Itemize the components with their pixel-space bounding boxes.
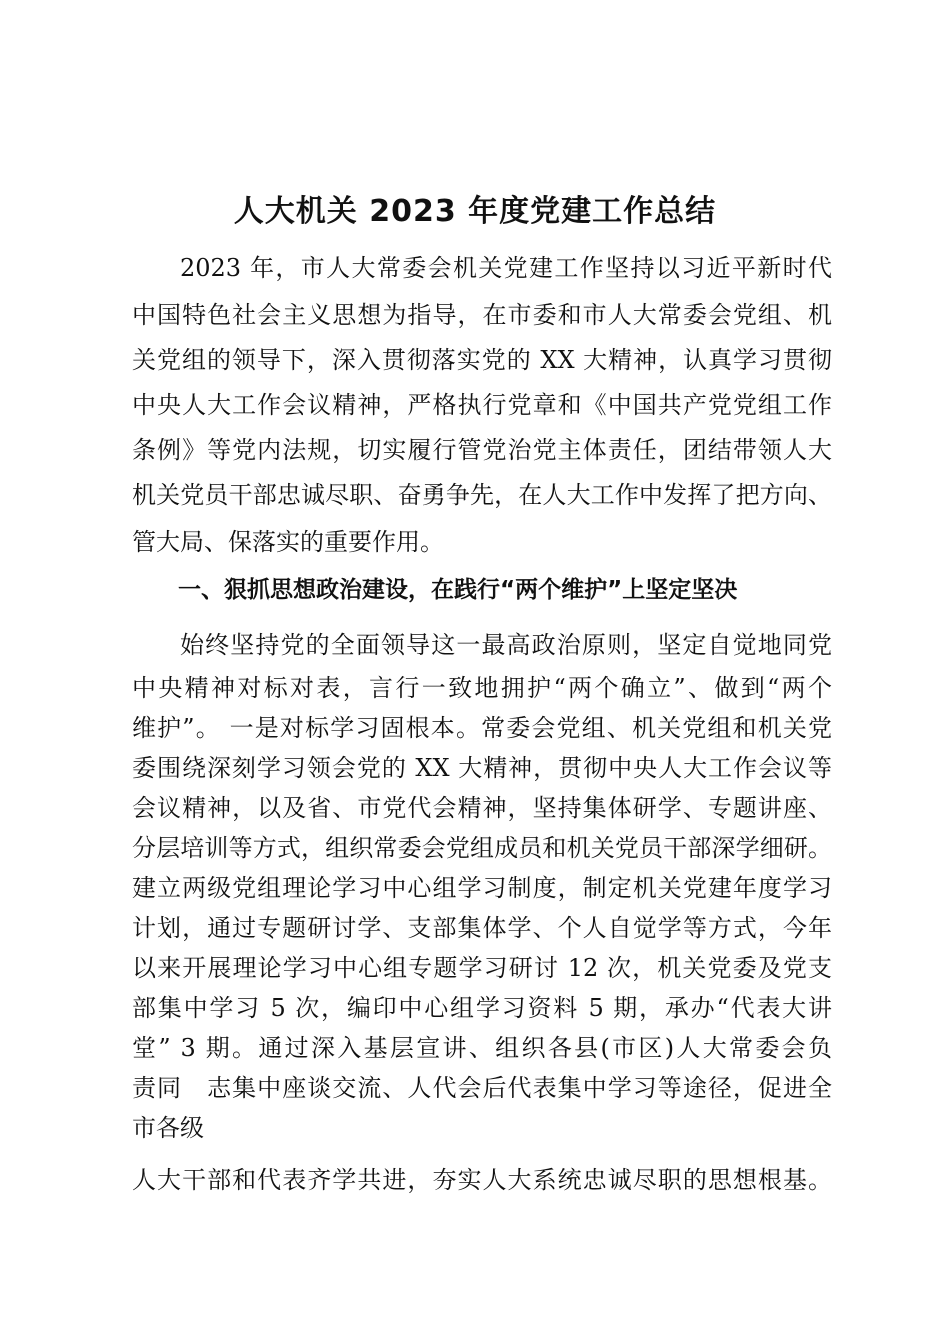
body-line: 建立两级党组理论学习中心组学习制度，制定机关党建年度学习 (132, 874, 832, 902)
body-line: 以来开展理论学习中心组专题学习研讨 12 次，机关党委及党支 (132, 954, 832, 982)
body-line: 分层培训等方式，组织常委会党组成员和机关党员干部深学细研。 (132, 834, 832, 862)
body-line: 维护”。 一是对标学习固根本。常委会党组、机关党组和机关党 (132, 714, 832, 742)
body-line: 责同 志集中座谈交流、人代会后代表集中学习等途径，促进全 (132, 1074, 832, 1102)
document-title: 人大机关 2023 年度党建工作总结 (233, 194, 717, 229)
section-heading: 一、狠抓思想政治建设，在践行“两个维护”上坚定坚决 (178, 577, 738, 603)
body-line: 人大干部和代表齐学共进，夯实人大系统忠诚尽职的思想根基。 (132, 1166, 832, 1194)
body-line: 部集中学习 5 次，编印中心组学习资料 5 期，承办“代表大讲 (132, 994, 832, 1022)
intro-line: 条例》等党内法规，切实履行管党治党主体责任，团结带领人大 (132, 436, 832, 464)
intro-line: 2023 年，市人大常委会机关党建工作坚持以习近平新时代 (180, 254, 832, 282)
intro-line: 中央人大工作会议精神，严格执行党章和《中国共产党党组工作 (132, 391, 832, 419)
intro-line: 机关党员干部忠诚尽职、奋勇争先，在人大工作中发挥了把方向、 (132, 481, 832, 509)
body-line: 市各级 (132, 1114, 204, 1142)
body-line: 会议精神，以及省、市党代会精神，坚持集体研学、专题讲座、 (132, 794, 832, 822)
body-line: 计划，通过专题研讨学、支部集体学、个人自觉学等方式，今年 (132, 914, 832, 942)
intro-line: 管大局、保落实的重要作用。 (132, 528, 444, 556)
intro-line: 关党组的领导下，深入贯彻落实党的 XX 大精神，认真学习贯彻 (132, 346, 832, 374)
intro-line: 中国特色社会主义思想为指导，在市委和市人大常委会党组、机 (132, 301, 832, 329)
body-line: 委围绕深刻学习领会党的 XX 大精神，贯彻中央人大工作会议等 (132, 754, 832, 782)
body-line: 中央精神对标对表，言行一致地拥护“两个确立”、做到“两个 (132, 674, 832, 702)
body-line: 始终坚持党的全面领导这一最高政治原则，坚定自觉地同党 (180, 631, 832, 659)
body-line: 堂” 3 期。通过深入基层宣讲、组织各县(市区)人大常委会负 (132, 1034, 832, 1062)
